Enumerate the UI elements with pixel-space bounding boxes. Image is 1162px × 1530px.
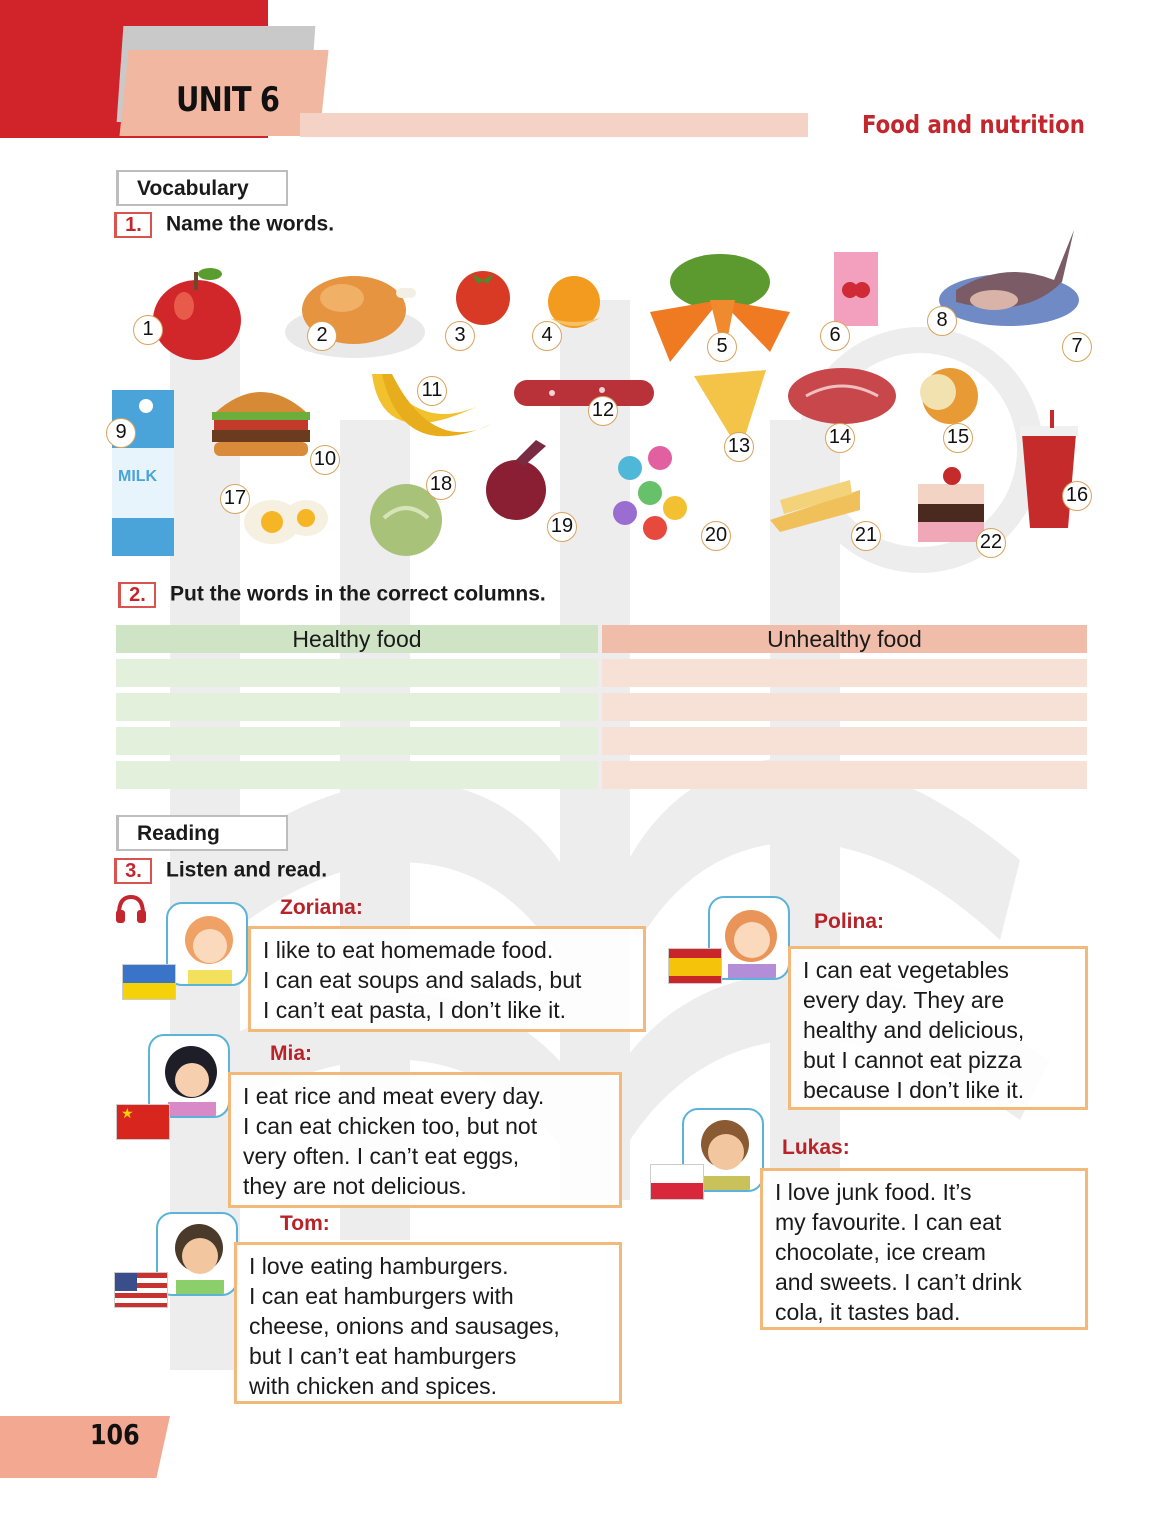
picture-number: 10 xyxy=(310,445,340,475)
speech-line: cheese, onions and sausages, xyxy=(249,1313,560,1339)
speech-line: healthy and delicious, xyxy=(803,1017,1025,1043)
speech-line: I love eating hamburgers. xyxy=(249,1253,509,1279)
onion-picture xyxy=(912,352,992,428)
healthy-cell[interactable] xyxy=(116,693,598,721)
juice-box-picture xyxy=(830,248,882,330)
speech-line: cola, it tastes bad. xyxy=(775,1299,961,1325)
zoriana-name: Zoriana: xyxy=(280,896,363,919)
unhealthy-cell[interactable] xyxy=(602,659,1087,687)
picture-number: 5 xyxy=(707,332,737,362)
roast-chicken-picture xyxy=(284,258,426,360)
picture-number: 3 xyxy=(445,321,475,351)
speech-line: very often. I can’t eat eggs, xyxy=(243,1143,520,1169)
poland-flag-icon xyxy=(650,1164,704,1200)
task-3 xyxy=(114,858,327,884)
tom-speech-bubble xyxy=(234,1242,622,1404)
china-flag-icon: ★ xyxy=(116,1104,170,1140)
table-row xyxy=(116,659,1087,687)
hamburger-picture xyxy=(196,372,326,472)
task-2 xyxy=(118,582,546,608)
speech-line: and sweets. I can’t drink xyxy=(775,1269,1022,1295)
picture-number: 11 xyxy=(417,376,447,406)
task-2-number: 2. xyxy=(118,582,156,608)
reading-label: Reading xyxy=(116,815,288,851)
apple-picture xyxy=(150,258,245,363)
table-row xyxy=(116,693,1087,721)
picture-number: 14 xyxy=(825,423,855,453)
speech-line: my favourite. I can eat xyxy=(775,1209,1002,1235)
picture-number: 6 xyxy=(820,321,850,351)
sorting-table xyxy=(116,625,1087,795)
speech-line: chocolate, ice cream xyxy=(775,1239,986,1265)
picture-number: 7 xyxy=(1062,332,1092,362)
lukas-speech-bubble xyxy=(760,1168,1088,1330)
tom-name: Tom: xyxy=(280,1212,330,1235)
table-row xyxy=(116,727,1087,755)
speech-line: every day. They are xyxy=(803,987,1005,1013)
speech-line: I can eat soups and salads, but xyxy=(263,967,582,993)
picture-number: 8 xyxy=(927,306,957,336)
fish-picture xyxy=(934,220,1084,332)
picture-number: 15 xyxy=(943,423,973,453)
unhealthy-cell[interactable] xyxy=(602,693,1087,721)
zoriana-avatar xyxy=(166,902,248,986)
speech-line: they are not delicious. xyxy=(243,1173,467,1199)
ukraine-flag-icon xyxy=(122,964,176,1000)
unit-title: UNIT 6 xyxy=(176,80,280,120)
eggs-picture xyxy=(236,486,336,552)
healthy-cell[interactable] xyxy=(116,659,598,687)
sweets-picture xyxy=(600,418,700,548)
picture-number: 2 xyxy=(307,321,337,351)
task-2-text: Put the words in the correct columns. xyxy=(170,582,546,606)
speech-line: I can’t eat pasta, I don’t like it. xyxy=(263,997,566,1023)
picture-number: 1 xyxy=(133,315,163,345)
task-3-text: Listen and read. xyxy=(166,858,328,882)
task-1-number: 1. xyxy=(114,212,152,238)
headphones-icon[interactable] xyxy=(114,894,148,924)
girl-portrait-icon xyxy=(710,898,790,980)
mia-name: Mia: xyxy=(270,1042,312,1065)
picture-number: 19 xyxy=(547,512,577,542)
picture-number: 16 xyxy=(1062,481,1092,511)
speech-line: because I don’t like it. xyxy=(803,1077,1025,1103)
page-number-tab xyxy=(0,1416,170,1478)
table-header-row xyxy=(116,625,1087,653)
milk-label: MILK xyxy=(118,468,158,485)
zoriana-speech-bubble xyxy=(248,926,646,1032)
speech-line: but I can’t eat hamburgers xyxy=(249,1343,517,1369)
unhealthy-cell[interactable] xyxy=(602,727,1087,755)
picture-number: 20 xyxy=(701,521,731,551)
tomato-picture xyxy=(452,264,514,326)
speech-line: I love junk food. It’s xyxy=(775,1179,972,1205)
picture-number: 12 xyxy=(588,396,618,426)
healthy-food-header: Healthy food xyxy=(116,625,598,653)
speech-line: with chicken and spices. xyxy=(249,1373,498,1399)
french-fries-picture xyxy=(760,470,870,534)
speech-line: I eat rice and meat every day. xyxy=(243,1083,545,1109)
unhealthy-food-header: Unhealthy food xyxy=(602,625,1087,653)
tom-avatar xyxy=(156,1212,238,1296)
meat-steak-picture xyxy=(786,366,898,428)
picture-number: 17 xyxy=(220,484,250,514)
boy-portrait-icon xyxy=(158,1214,238,1296)
picture-number: 13 xyxy=(724,432,754,462)
picture-number: 22 xyxy=(976,528,1006,558)
picture-number: 21 xyxy=(851,521,881,551)
mia-speech-bubble xyxy=(228,1072,622,1208)
picture-number: 4 xyxy=(532,321,562,351)
vocabulary-label: Vocabulary xyxy=(116,170,288,206)
speech-line: but I cannot eat pizza xyxy=(803,1047,1022,1073)
usa-flag-icon xyxy=(114,1272,168,1308)
task-1-text: Name the words. xyxy=(166,212,335,236)
healthy-cell[interactable] xyxy=(116,727,598,755)
speech-line: I can eat chicken too, but not xyxy=(243,1113,538,1139)
task-3-number: 3. xyxy=(114,858,152,884)
lukas-name: Lukas: xyxy=(782,1136,850,1159)
beetroot-picture xyxy=(476,440,570,524)
table-row xyxy=(116,761,1087,789)
polina-name: Polina: xyxy=(814,910,885,933)
task-1 xyxy=(114,212,334,238)
page-number: 106 xyxy=(90,1418,140,1451)
header-pink-strip xyxy=(300,113,808,137)
picture-number: 9 xyxy=(106,418,136,448)
sausage-picture xyxy=(512,376,656,410)
polina-speech-bubble xyxy=(788,946,1088,1110)
speech-line: I can eat hamburgers with xyxy=(249,1283,514,1309)
girl-portrait-icon xyxy=(168,904,248,986)
unhealthy-cell[interactable] xyxy=(602,761,1087,789)
section-title: Food and nutrition xyxy=(862,110,1085,139)
speech-line: I like to eat homemade food. xyxy=(263,937,554,963)
spain-flag-icon xyxy=(668,948,722,984)
picture-number: 18 xyxy=(426,470,456,500)
cola-cup-picture xyxy=(1016,410,1082,532)
speech-line: I can eat vegetables xyxy=(803,957,1009,983)
healthy-cell[interactable] xyxy=(116,761,598,789)
